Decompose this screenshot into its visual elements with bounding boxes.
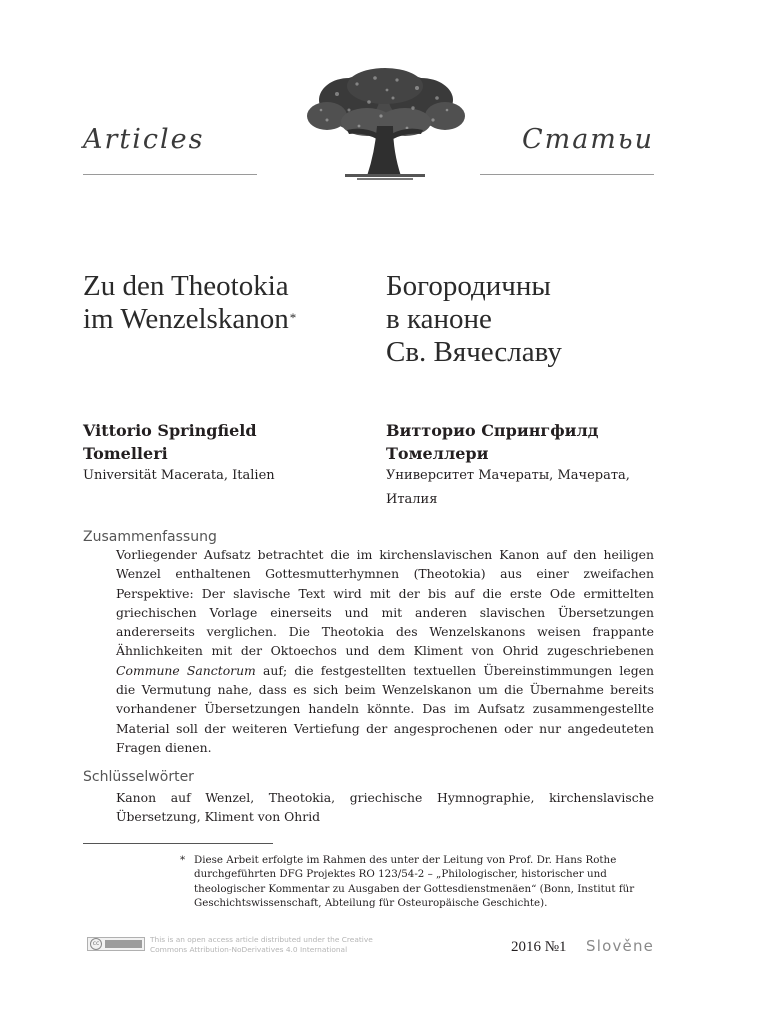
title-de-line1: Zu den Theotokia [83, 270, 289, 302]
title-ru-line2: в каноне [386, 303, 492, 335]
abstract-text-part1: Vorliegender Aufsatz betrachtet die im kirchenslavischen Kanon auf den heiligen Wenzel enthaltenen Gottesmutterhymnen (Theotokia) aus einer zweifachen Perspektive: Der slavische Text wird mit der bis auf die erste Ode ermittelten griechischen Vorlage einerseits und mit anderen slavischen Übersetzungen andererseits verglichen. Die Theotokia des Wenzelskanons weisen frappante Ähnlichkeiten mit der Oktoechos und dem Kliment von Ohrid zugeschriebenen [116, 547, 654, 659]
footnote-rule [83, 843, 273, 844]
issue-number: 2016 №1 [511, 939, 567, 955]
author-name-de [83, 419, 257, 465]
author-de-line1: Vittorio Springfield [83, 421, 257, 440]
title-ru-line3: Св. Вячеславу [386, 336, 562, 368]
keywords-heading: Schlüsselwörter [83, 769, 194, 785]
footnote [180, 853, 658, 911]
cc-icon: cc [90, 938, 102, 950]
section-rule-right [480, 174, 654, 175]
title-de-line2 [83, 303, 296, 336]
oak-tree-icon [297, 64, 473, 188]
footnote-marker: * [180, 854, 186, 866]
author-ru-line2: Томеллери [386, 444, 489, 463]
section-label-stati: Статьи [521, 124, 654, 155]
abstract-heading: Zusammenfassung [83, 529, 217, 545]
author-ru-line1: Витторио Спрингфилд [386, 421, 599, 440]
cc-license-badge[interactable] [87, 937, 145, 951]
journal-name: Slověne [586, 937, 655, 955]
license-text: This is an open access article distributed under the Creative Commons Attribution-NoDerivatives 4.0 International [150, 935, 373, 954]
title-footnote-marker[interactable]: * [289, 310, 297, 325]
abstract-italic-title: Commune Sanctorum [116, 662, 256, 678]
affiliation-de: Universität Macerata, Italien [83, 468, 275, 483]
author-name-ru [386, 419, 598, 465]
author-de-line2: Tomelleri [83, 444, 168, 463]
affiliation-ru: Университет Мачераты, Мачерата, Италия [386, 468, 630, 507]
section-rule-left [83, 174, 257, 175]
title-de-line2-text: im Wenzelskanon [83, 303, 289, 335]
article-title-ru [386, 270, 562, 369]
keywords-text: Kanon auf Wenzel, Theotokia, griechische Hymnographie, kirchenslavische Übersetzung, Kliment von Ohrid [116, 790, 654, 825]
abstract-text [116, 545, 654, 757]
article-title-de [83, 270, 296, 336]
footnote-text: Diese Arbeit erfolgte im Rahmen des unter der Leitung von Prof. Dr. Hans Rothe durchgeführten DFG Projektes RO 123/54-2 – „Philologischer, historischer und theologischer Kommentar zu Ausgaben der Gottesdienstmenäen“ (Bonn, Institut für Geschichtswissenschaft, Abteilung für Osteuropäische Geschichte). [194, 854, 635, 910]
cc-bar-icon [105, 940, 142, 948]
section-label-articles: Articles [83, 124, 205, 155]
title-ru-line1: Богородичны [386, 270, 551, 302]
abstract-text-part2: auf; die festgestellten textuellen Übereinstimmungen legen die Vermutung nahe, dass es sich beim Wenzelskanon um die Übernahme bereits vorhandener Übersetzungen handeln könnte. Das im Aufsatz zusammengestellte Material soll der weiteren Vertiefung der angesprochenen oder nur angedeuteten Fragen dienen. [116, 662, 654, 755]
